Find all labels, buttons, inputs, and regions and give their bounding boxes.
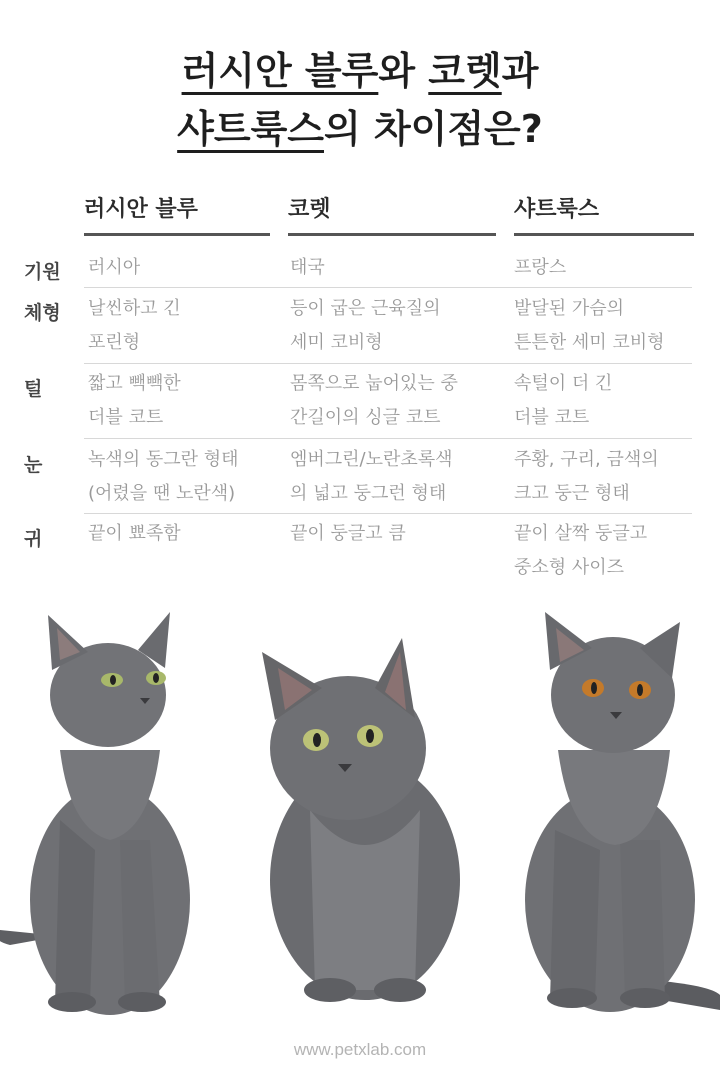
cell-line: 주황, 구리, 금색의: [514, 449, 659, 470]
footer-website: www.petxlab.com: [293, 1040, 427, 1059]
row-divider: [84, 363, 692, 364]
page-title: [0, 42, 720, 158]
row-label-eyes: 눈: [24, 454, 43, 476]
cell-line: 세미 코비형: [290, 332, 383, 353]
title-question: 의 차이점은?: [324, 107, 543, 151]
cell-line: 등이 굽은 근육질의: [290, 298, 441, 319]
table-cell: [88, 292, 181, 360]
table-cell: [290, 443, 453, 511]
chartreux-cat-image: [500, 600, 720, 1020]
cell-line: 엠버그린/노란초록색: [290, 449, 453, 470]
table-cell: [88, 367, 181, 435]
title-russian-blue: 러시안 블루: [181, 49, 379, 93]
table-cell: [88, 251, 140, 285]
title-connector-2: 과: [501, 49, 539, 93]
cell-line: 프랑스: [514, 257, 567, 278]
row-label-ears: 귀: [24, 528, 43, 550]
row-divider: [84, 438, 692, 439]
column-header-chartreux: 샤트룩스: [514, 192, 694, 236]
cell-line: 몸쪽으로 눕어있는 중: [290, 373, 458, 394]
cell-line: 끝이 뾰족함: [88, 523, 181, 544]
row-divider: [84, 287, 692, 288]
cell-line: 태국: [290, 257, 325, 278]
row-divider: [84, 513, 692, 514]
table-cell: [88, 443, 239, 511]
title-line-2: [0, 100, 720, 158]
table-cell: [290, 292, 441, 360]
cell-line: 녹색의 동그란 형태: [88, 449, 239, 470]
cell-line: 날씬하고 긴: [88, 298, 181, 319]
cell-line: 의 넓고 둥그런 형태: [290, 483, 447, 504]
cell-line: 포린형: [88, 332, 141, 353]
table-cell: [514, 443, 659, 511]
table-cell: [290, 251, 325, 285]
table-cell: [88, 517, 181, 551]
table-cell: [514, 251, 566, 285]
table-cell: [514, 517, 647, 585]
cell-line: 끝이 살짝 둥글고: [514, 523, 648, 544]
row-label-origin: 기원: [24, 261, 61, 283]
title-korat: 코렛: [428, 49, 502, 93]
cell-line: 발달된 가슴의: [514, 298, 625, 319]
cell-line: 러시아: [88, 257, 141, 278]
cell-line: 속털이 더 긴: [514, 373, 613, 394]
column-header-russian-blue: 러시안 블루: [84, 192, 270, 236]
cell-line: 짧고 빽빽한: [88, 373, 181, 394]
table-cell: [514, 367, 612, 435]
cell-line: 튼튼한 세미 코비형: [514, 332, 665, 353]
korat-cat-image: [250, 630, 480, 1020]
cat-photos: [0, 600, 720, 1030]
table-cell: [290, 367, 458, 435]
row-label-coat: 털: [24, 378, 43, 400]
column-header-korat: 코렛: [288, 192, 496, 236]
title-connector-1: 와: [378, 49, 429, 93]
title-line-1: [0, 42, 720, 100]
row-label-body-type: 체형: [24, 302, 61, 324]
title-chartreux: 샤트룩스: [177, 107, 324, 151]
cell-line: 더블 코트: [88, 407, 164, 428]
cell-line: 중소형 사이즈: [514, 557, 625, 578]
table-cell: [514, 292, 665, 360]
russian-blue-cat-image: [0, 600, 230, 1020]
cell-line: 더블 코트: [514, 407, 590, 428]
table-cell: [290, 517, 406, 551]
cell-line: 간길이의 싱글 코트: [290, 407, 441, 428]
cell-line: (어렸을 땐 노란색): [88, 483, 236, 504]
cell-line: 끝이 둥글고 큼: [290, 523, 406, 544]
cell-line: 크고 둥근 형태: [514, 483, 630, 504]
